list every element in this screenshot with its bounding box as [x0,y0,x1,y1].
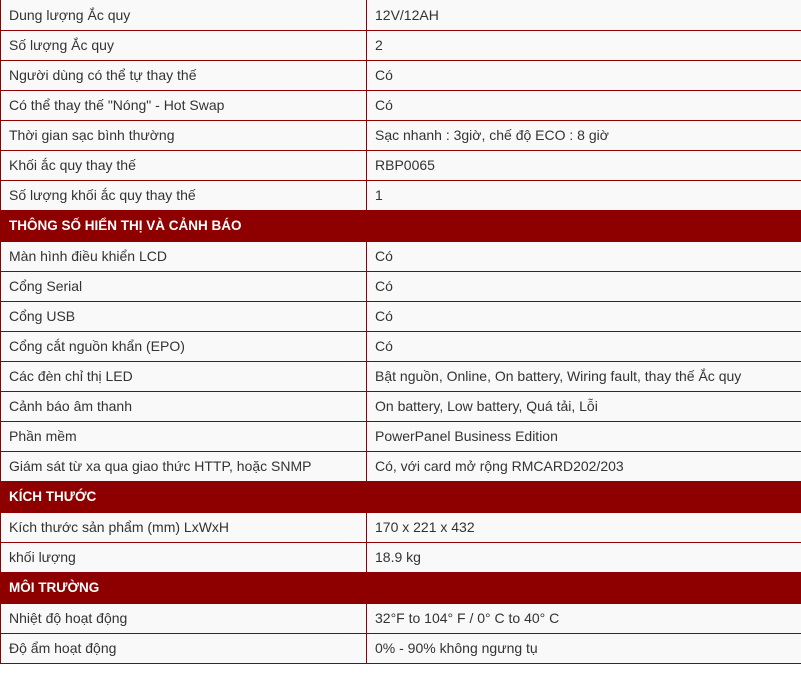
spec-label: Phần mềm [1,421,367,451]
spec-row [1,150,801,180]
spec-label: Kích thước sản phẩm (mm) LxWxH [1,512,367,542]
spec-label: Màn hình điều khiển LCD [1,241,367,271]
spec-value: Bật nguồn, Online, On battery, Wiring fault, thay thế Ắc quy [367,361,801,391]
spec-row [1,180,801,210]
spec-label: Cổng USB [1,301,367,331]
spec-row [1,331,801,361]
spec-row [1,633,801,663]
spec-label: Khối ắc quy thay thế [1,150,367,180]
spec-row [1,0,801,30]
section-header-row [1,572,801,603]
spec-row [1,451,801,481]
spec-value: Có [367,60,801,90]
spec-label: Các đèn chỉ thị LED [1,361,367,391]
spec-value: Có [367,331,801,361]
spec-value: Có [367,90,801,120]
spec-label: Độ ẩm hoạt động [1,633,367,663]
spec-label: Người dùng có thể tự thay thế [1,60,367,90]
spec-row [1,542,801,572]
spec-label: Nhiệt độ hoạt động [1,603,367,633]
spec-value: On battery, Low battery, Quá tải, Lỗi [367,391,801,421]
spec-row [1,271,801,301]
spec-label: Số lượng Ắc quy [1,30,367,60]
spec-label: Cổng cắt nguồn khẩn (EPO) [1,331,367,361]
spec-row [1,603,801,633]
spec-label: khối lượng [1,542,367,572]
spec-row [1,361,801,391]
section-header-row [1,210,801,241]
spec-label: Dung lượng Ắc quy [1,0,367,30]
spec-value: 170 x 221 x 432 [367,512,801,542]
spec-row [1,120,801,150]
spec-label: Cổng Serial [1,271,367,301]
spec-value: 0% - 90% không ngưng tụ [367,633,801,663]
spec-row [1,60,801,90]
spec-value: RBP0065 [367,150,801,180]
spec-row [1,391,801,421]
spec-label: Giám sát từ xa qua giao thức HTTP, hoặc SNMP [1,451,367,481]
spec-label: Thời gian sạc bình thường [1,120,367,150]
spec-row [1,30,801,60]
spec-value: Có [367,271,801,301]
section-header-row [1,481,801,512]
section-title: THÔNG SỐ HIỂN THỊ VÀ CẢNH BÁO [1,210,801,241]
spec-value: Có [367,301,801,331]
spec-value: Có, với card mở rộng RMCARD202/203 [367,451,801,481]
spec-label: Cảnh báo âm thanh [1,391,367,421]
spec-label: Có thể thay thế "Nóng" - Hot Swap [1,90,367,120]
spec-row [1,241,801,271]
spec-row [1,421,801,451]
spec-label: Số lượng khối ắc quy thay thế [1,180,367,210]
spec-value: 2 [367,30,801,60]
spec-value: 32°F to 104° F / 0° C to 40° C [367,603,801,633]
spec-row [1,512,801,542]
section-title: KÍCH THƯỚC [1,481,801,512]
spec-value: Có [367,241,801,271]
spec-value: PowerPanel Business Edition [367,421,801,451]
spec-value: Sạc nhanh : 3giờ, chế độ ECO : 8 giờ [367,120,801,150]
section-title: MÔI TRƯỜNG [1,572,801,603]
spec-value: 18.9 kg [367,542,801,572]
spec-row [1,301,801,331]
spec-value: 12V/12AH [367,0,801,30]
spec-table-body [1,0,801,663]
spec-value: 1 [367,180,801,210]
spec-row [1,90,801,120]
